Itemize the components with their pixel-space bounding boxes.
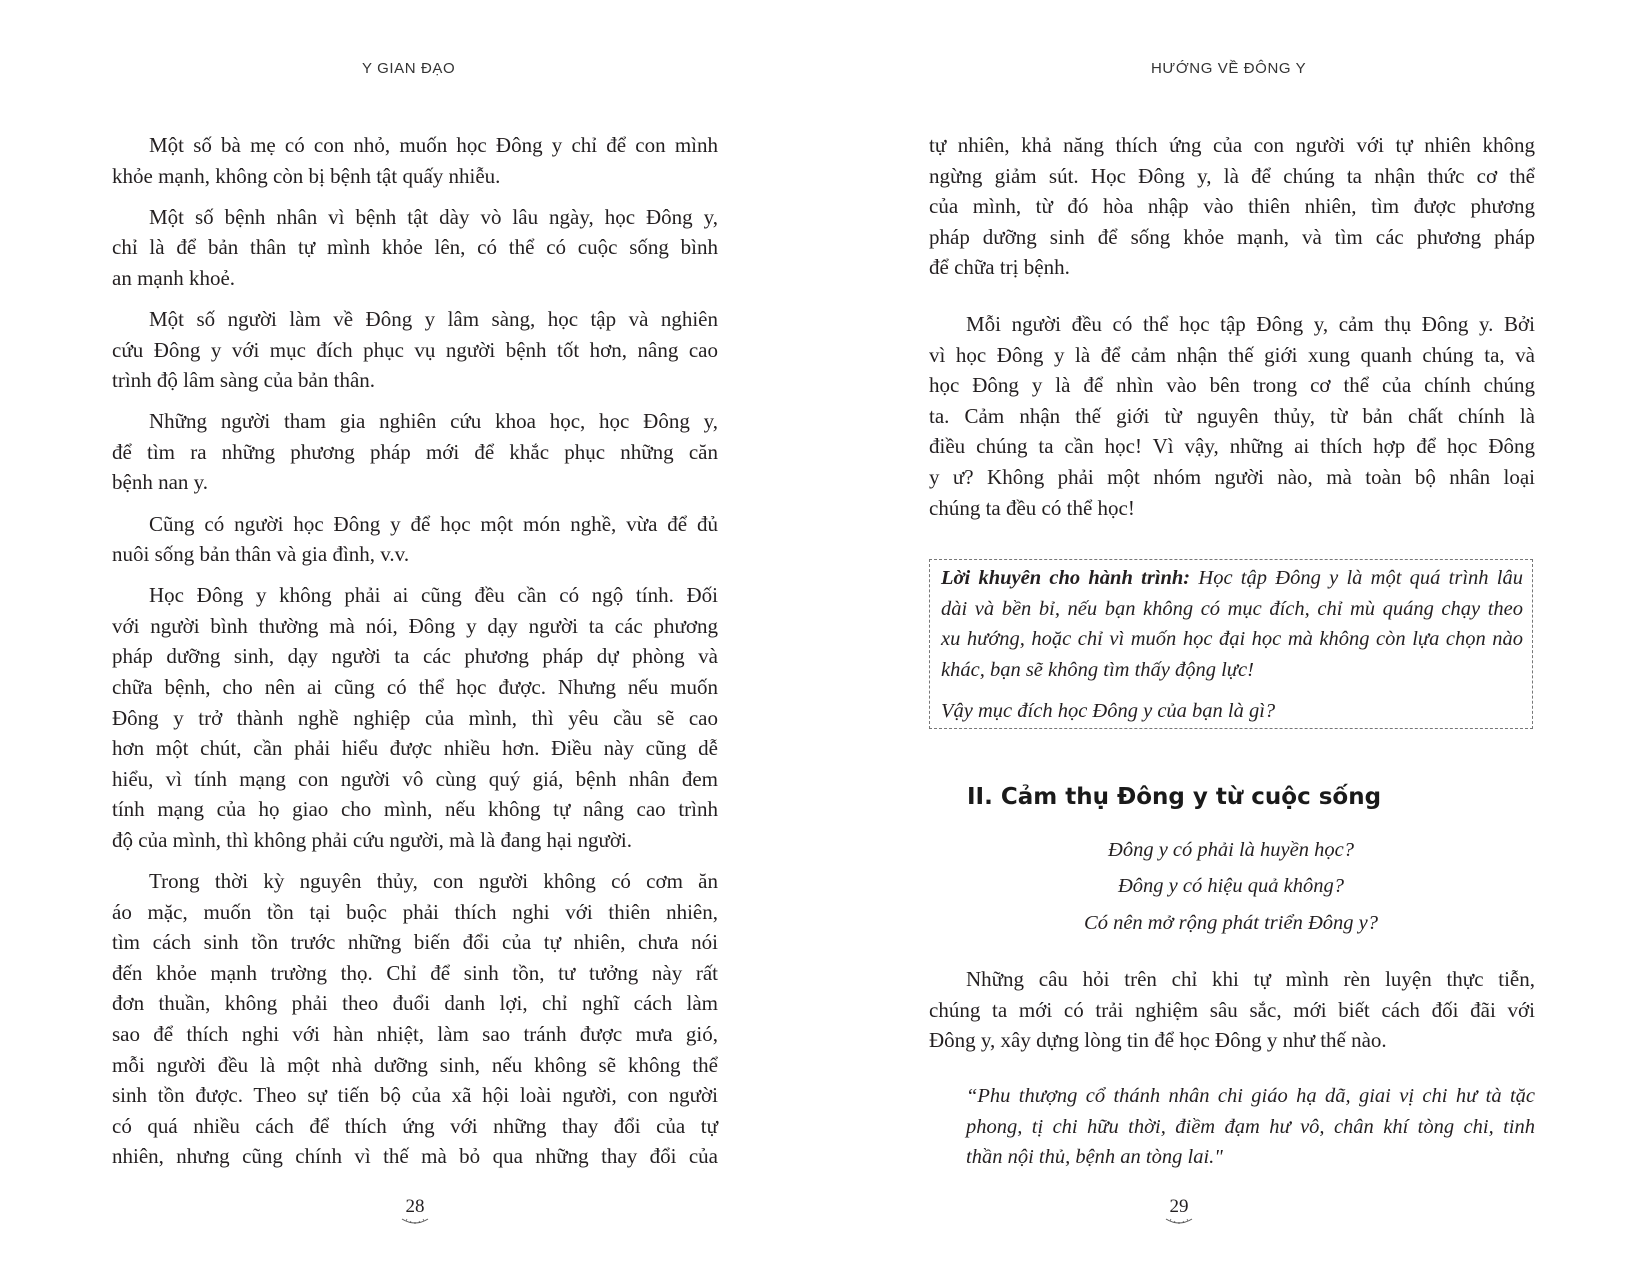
- text-line: Một số bà mẹ có con nhỏ, muốn học Đông y chỉ để con mình: [149, 133, 718, 157]
- quote: [966, 1081, 1535, 1183]
- text-line: để chữa trị bệnh.: [929, 255, 1070, 280]
- text-line: tìm cách sinh tồn trước những biến đổi của tự nhiên, chưa nói: [112, 930, 718, 955]
- page-ornament-icon: [400, 1218, 430, 1226]
- text-line: Trong thời kỳ nguyên thủy, con người không có cơm ăn: [149, 869, 718, 894]
- text-line: “Phu thượng cổ thánh nhân chi giáo hạ dã, giai vị chi hư tà tặc: [966, 1085, 1535, 1107]
- paragraph: [929, 309, 1535, 523]
- text-line: tự nhiên, khả năng thích ứng của con người với tự nhiên không: [929, 133, 1535, 157]
- running-head: Y GIAN ĐẠO: [362, 60, 456, 77]
- body-paragraph: [929, 964, 1535, 1066]
- advice-question: Vậy mục đích học Đông y của bạn là gì?: [941, 699, 1276, 722]
- advice-label: Lời khuyên cho hành trình:: [941, 567, 1191, 589]
- text-line: sao để thích nghi với hàn nhiệt, làm sao tránh được mưa gió,: [112, 1022, 718, 1047]
- body-paragraph: [929, 130, 1535, 293]
- text-line: điều chúng ta cần học! Vì vậy, những ai thích hợp để học Đông: [929, 434, 1535, 459]
- text-line: đến khỏe mạnh trường thọ. Chỉ để sinh tồn, tư tưởng này rất: [112, 960, 718, 985]
- paragraph: [929, 964, 1535, 1056]
- text-line: nhiên, nhưng cũng chính vì thế mà bỏ qua những thay đổi của: [112, 1144, 718, 1169]
- text-line: có quá nhiều cách để thích ứng với những thay đổi của tự: [112, 1113, 718, 1138]
- page-number: 28: [405, 1196, 425, 1217]
- body-paragraph: [929, 309, 1535, 534]
- text-line: Một số người làm về Đông y lâm sàng, học tập và nghiên: [149, 306, 718, 331]
- text-line: hiểu, vì tính mạng con người vô cùng quý giá, bệnh nhân đem: [112, 766, 718, 791]
- text-line: Mỗi người đều có thể học tập Đông y, cảm thụ Đông y. Bởi: [966, 312, 1535, 336]
- text-line: hơn một chút, cần phải hiểu được nhiều hơn. Điều này cũng dễ: [112, 736, 718, 761]
- text-line: mỗi người đều là một nhà dưỡng sinh, nếu không sẽ không thể: [112, 1052, 718, 1077]
- section-heading: II. Cảm thụ Đông y từ cuộc sống: [967, 784, 1382, 810]
- text-line: chúng ta mới có trải nghiệm sâu sắc, mới biết cách đối đãi với: [929, 997, 1535, 1022]
- paragraph: [112, 202, 718, 294]
- text-line: học Đông y là để nhìn vào bên trong cơ thể của chính chúng: [929, 373, 1535, 398]
- text-line: chúng ta đều có thể học!: [929, 495, 1135, 520]
- question: Đông y có phải là huyền học?: [1108, 839, 1354, 861]
- advice-line: [941, 563, 1523, 594]
- text-line: độ của mình, thì không phải cứu người, mà là đang hại người.: [112, 827, 633, 852]
- paragraph: [112, 130, 718, 191]
- text-line: Cũng có người học Đông y để học một món nghề, vừa để đủ: [149, 511, 718, 536]
- question: Có nên mở rộng phát triển Đông y?: [1084, 912, 1378, 934]
- text-line: vì học Đông y là để cảm nhận thế giới xung quanh chúng ta, và: [929, 342, 1535, 367]
- text-line: áo mặc, muốn tồn tại buộc phải thích nghi với thiên nhiên,: [112, 899, 718, 924]
- text-line: nuôi sống bản thân và gia đình, v.v.: [112, 542, 410, 567]
- text-line: pháp dưỡng sinh để sống khỏe mạnh, và tìm các phương pháp: [929, 224, 1535, 249]
- paragraph: [966, 1081, 1535, 1173]
- text-line: của mình, từ đó hòa nhập vào thiên nhiên, tìm được phương: [929, 194, 1535, 219]
- text-line: Những người tham gia nghiên cứu khoa học, học Đông y,: [149, 409, 718, 434]
- text-line: chữa bệnh, cho nên ai cũng có thể học được. Nhưng nếu muốn: [112, 675, 718, 699]
- advice-line: khác, bạn sẽ không tìm thấy động lực!: [941, 658, 1254, 681]
- advice-line: dài và bền bỉ, nếu bạn không có mục đích, chỉ mù quáng chạy theo: [941, 597, 1523, 620]
- text-line: thần nội thủ, bệnh an tòng lai.": [966, 1146, 1223, 1169]
- text-line: Những câu hỏi trên chỉ khi tự mình rèn luyện thực tiễn,: [966, 967, 1535, 991]
- advice-box: [929, 559, 1533, 729]
- paragraph: [112, 406, 718, 498]
- text-line: trình độ lâm sàng của bản thân.: [112, 368, 376, 393]
- text-line: y ư? Không phải một nhóm người nào, mà toàn bộ nhân loại: [929, 464, 1535, 489]
- text-line: phong, tị chi hữu thời, điềm đạm hư vô, chân khí tòng chi, tinh: [966, 1115, 1535, 1138]
- text-line: an mạnh khoẻ.: [112, 265, 236, 290]
- text-line: với người bình thường mà nói, Đông y dạy người ta các phương: [112, 613, 718, 638]
- text-line: pháp dưỡng sinh, dạy người ta các phương pháp dự phòng và: [112, 644, 718, 669]
- advice-line: xu hướng, hoặc chỉ vì muốn học đại học mà không còn lựa chọn nào: [941, 628, 1523, 651]
- text-line: khỏe mạnh, không còn bị bệnh tật quấy nhiễu.: [112, 163, 501, 188]
- paragraph: [112, 866, 718, 1172]
- text-line: để tìm ra những phương pháp mới để khắc phục những căn: [112, 439, 718, 464]
- page-ornament-icon: [1164, 1218, 1194, 1226]
- page-number: 29: [1169, 1196, 1189, 1217]
- paragraph: [112, 509, 718, 570]
- text-line: sinh tồn được. Theo sự tiến bộ của xã hội loài người, con người: [112, 1083, 718, 1108]
- right-page: [815, 0, 1630, 1264]
- body-text: [112, 130, 718, 1183]
- text-line: cứu Đông y với mục đích phục vụ người bệnh tốt hơn, nâng cao: [112, 337, 718, 362]
- question: Đông y có hiệu quả không?: [1117, 875, 1345, 897]
- text-line: đơn thuần, không phải theo đuổi danh lợi, chỉ nghĩ cách làm: [112, 991, 718, 1016]
- text-line: ngừng giảm sút. Học Đông y, là để chúng ta nhận thức cơ thể: [929, 163, 1535, 188]
- text-line: bệnh nan y.: [112, 470, 209, 495]
- advice-text: Học tập Đông y là một quá trình lâu: [1198, 567, 1523, 589]
- text-line: tính mạng của họ giao cho mình, nếu không tự nâng cao trình: [112, 797, 718, 822]
- text-line: chỉ là để bản thân tự mình khỏe lên, có thể có cuộc sống bình: [112, 235, 718, 260]
- text-line: Học Đông y không phải ai cũng đều cần có ngộ tính. Đối: [149, 583, 718, 608]
- paragraph: [112, 304, 718, 396]
- text-line: Đông y trở thành nghề nghiệp của mình, thì yêu cầu sẽ cao: [112, 705, 718, 730]
- text-line: ta. Cảm nhận thế giới từ nguyên thủy, từ bản chất chính là: [929, 403, 1535, 428]
- running-head: HƯỚNG VỀ ĐÔNG Y: [1151, 60, 1307, 77]
- text-line: Đông y, xây dựng lòng tin để học Đông y như thế nào.: [929, 1028, 1387, 1053]
- paragraph: [929, 130, 1535, 283]
- paragraph: [112, 580, 718, 855]
- text-line: Một số bệnh nhân vì bệnh tật dày vò lâu ngày, học Đông y,: [149, 204, 718, 229]
